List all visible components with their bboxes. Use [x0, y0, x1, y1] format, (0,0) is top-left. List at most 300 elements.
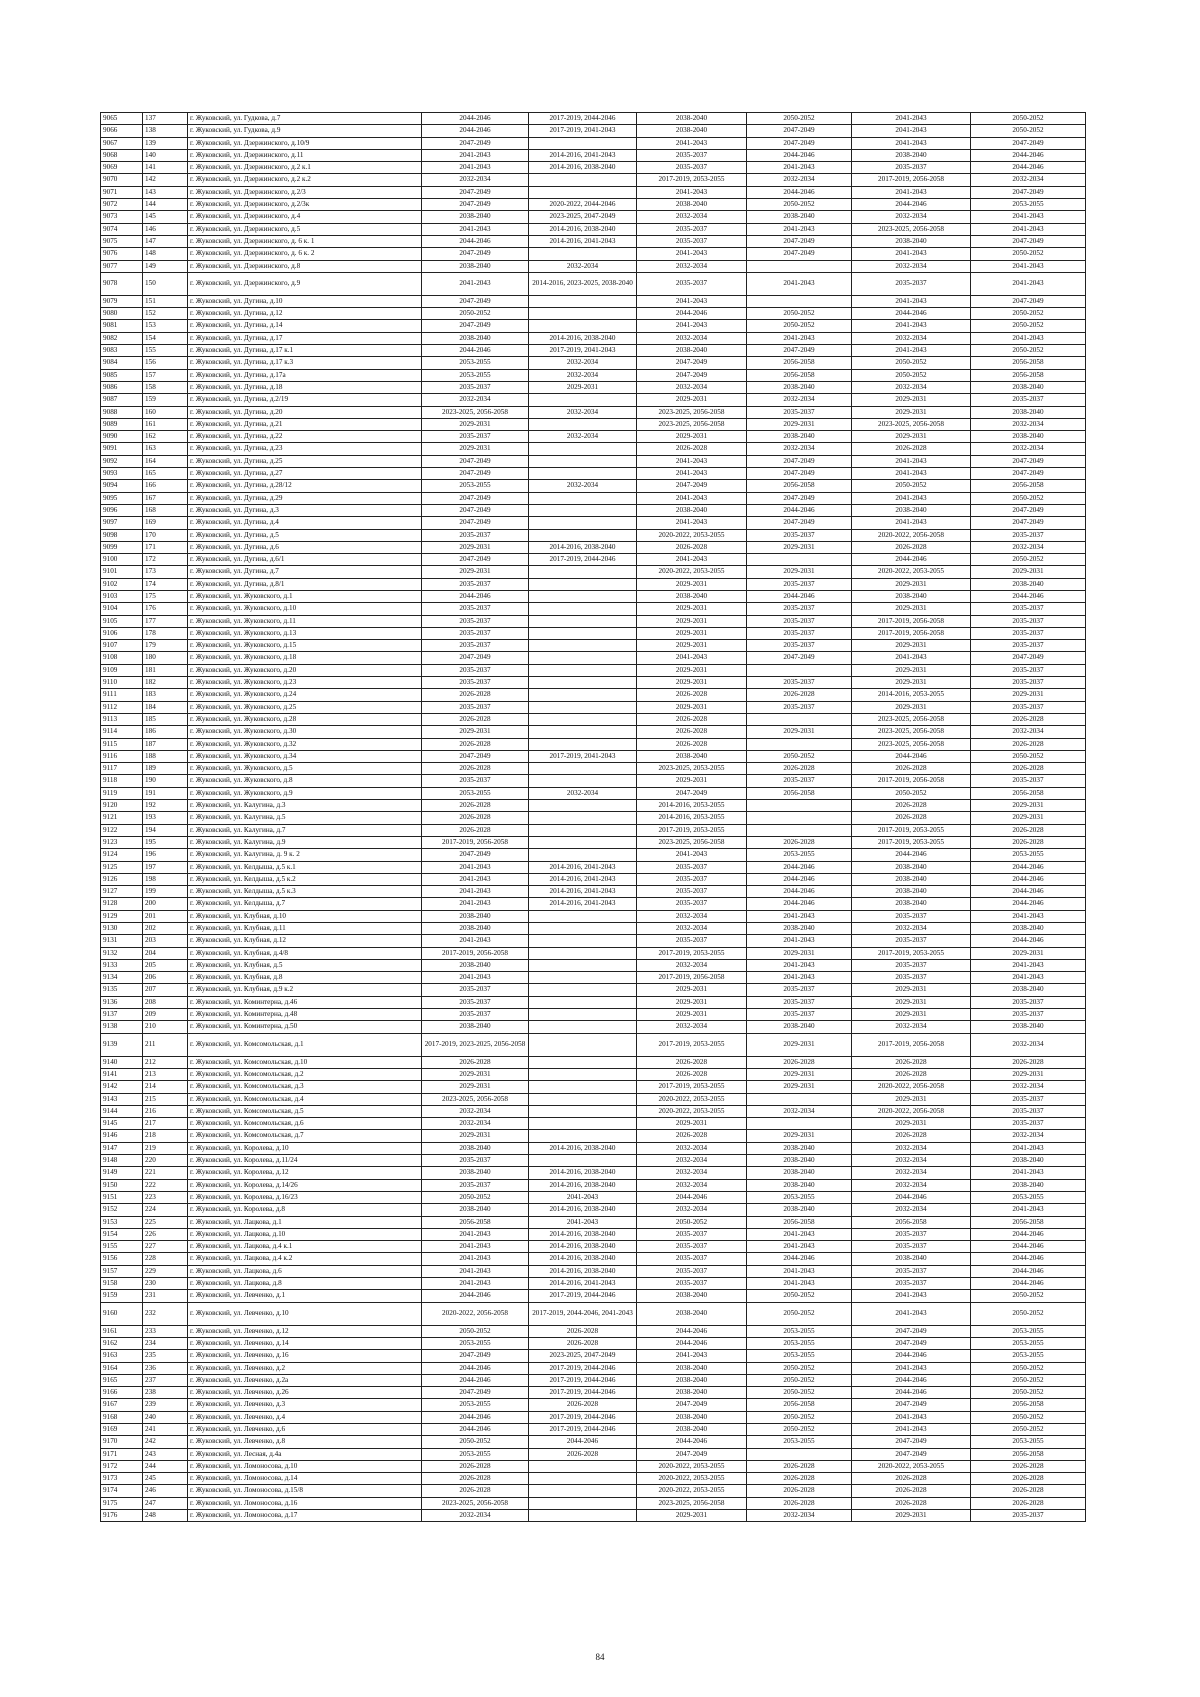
period-cell-3: 2035-2037 — [637, 162, 747, 174]
period-cell-5: 2029-2031 — [852, 701, 971, 713]
address-cell: г. Жуковский, ул. Жуковского, д.1 — [188, 590, 422, 602]
row-id-cell: 9144 — [101, 1105, 143, 1117]
period-cell-5: 2044-2046 — [852, 849, 971, 861]
period-cell-1: 2053-2055 — [422, 1337, 529, 1349]
period-cell-4: 2044-2046 — [747, 504, 852, 516]
row-id-cell: 9154 — [101, 1228, 143, 1240]
seq-number-cell: 145 — [143, 211, 188, 223]
address-cell: г. Жуковский, ул. Келдыша, д.7 — [188, 898, 422, 910]
seq-number-cell: 140 — [143, 149, 188, 161]
period-cell-5: 2017-2019, 2053-2055 — [852, 824, 971, 836]
period-cell-4: 2038-2040 — [747, 1142, 852, 1154]
period-cell-2 — [529, 800, 637, 812]
table-row — [101, 1056, 1086, 1068]
period-cell-5: 2041-2043 — [852, 295, 971, 307]
period-cell-2 — [529, 295, 637, 307]
period-cell-5: 2017-2019, 2056-2058 — [852, 174, 971, 186]
seq-number-cell: 210 — [143, 1021, 188, 1033]
seq-number-cell: 234 — [143, 1337, 188, 1349]
table-row — [101, 677, 1086, 689]
period-cell-5: 2026-2028 — [852, 1130, 971, 1142]
period-cell-4: 2035-2037 — [747, 996, 852, 1008]
period-cell-3: 2026-2028 — [637, 726, 747, 738]
seq-number-cell: 176 — [143, 603, 188, 615]
period-cell-5: 2017-2019, 2053-2055 — [852, 836, 971, 848]
period-cell-6: 2041-2043 — [971, 223, 1086, 235]
period-cell-5: 2047-2049 — [852, 1448, 971, 1460]
address-cell: г. Жуковский, ул. Жуковского, д.11 — [188, 615, 422, 627]
period-cell-4: 2032-2034 — [747, 174, 852, 186]
period-cell-6: 2029-2031 — [971, 1068, 1086, 1080]
table-row — [101, 923, 1086, 935]
seq-number-cell: 147 — [143, 235, 188, 247]
address-cell: г. Жуковский, ул. Гудкова, д.9 — [188, 125, 422, 137]
period-cell-2: 2014-2016, 2041-2043 — [529, 149, 637, 161]
period-cell-2: 2014-2016, 2038-2040 — [529, 1253, 637, 1265]
table-row — [101, 1337, 1086, 1349]
period-cell-6: 2053-2055 — [971, 1191, 1086, 1203]
period-cell-4: 2038-2040 — [747, 381, 852, 393]
period-cell-1: 2050-2052 — [422, 308, 529, 320]
period-cell-3: 2044-2046 — [637, 1325, 747, 1337]
row-id-cell: 9067 — [101, 137, 143, 149]
period-cell-1: 2041-2043 — [422, 223, 529, 235]
period-cell-4: 2047-2049 — [747, 517, 852, 529]
period-cell-6: 2026-2028 — [971, 713, 1086, 725]
period-cell-3: 2038-2040 — [637, 1290, 747, 1302]
row-id-cell: 9100 — [101, 554, 143, 566]
period-cell-2: 2017-2019, 2044-2046 — [529, 554, 637, 566]
address-cell: г. Жуковский, ул. Клубная, д.8 — [188, 972, 422, 984]
address-cell: г. Жуковский, ул. Келдыша, д.5 к.2 — [188, 873, 422, 885]
period-cell-2 — [529, 923, 637, 935]
seq-number-cell: 208 — [143, 996, 188, 1008]
row-id-cell: 9115 — [101, 738, 143, 750]
table-row — [101, 873, 1086, 885]
seq-number-cell: 188 — [143, 750, 188, 762]
table-row — [101, 345, 1086, 357]
period-cell-6: 2032-2034 — [971, 443, 1086, 455]
period-cell-4: 2050-2052 — [747, 1302, 852, 1325]
period-cell-1: 2053-2055 — [422, 1399, 529, 1411]
seq-number-cell: 241 — [143, 1423, 188, 1435]
period-cell-1: 2041-2043 — [422, 1253, 529, 1265]
period-cell-4: 2047-2049 — [747, 455, 852, 467]
period-cell-6: 2032-2034 — [971, 1130, 1086, 1142]
table-row — [101, 627, 1086, 639]
row-id-cell: 9074 — [101, 223, 143, 235]
table-row — [101, 1216, 1086, 1228]
row-id-cell: 9171 — [101, 1448, 143, 1460]
period-cell-2: 2014-2016, 2023-2025, 2038-2040 — [529, 272, 637, 295]
period-cell-4: 2026-2028 — [747, 1473, 852, 1485]
period-cell-5: 2047-2049 — [852, 1436, 971, 1448]
period-cell-4: 2038-2040 — [747, 431, 852, 443]
table-row — [101, 517, 1086, 529]
table-row — [101, 1155, 1086, 1167]
period-cell-4: 2026-2028 — [747, 836, 852, 848]
period-cell-1: 2047-2049 — [422, 554, 529, 566]
period-cell-2: 2026-2028 — [529, 1448, 637, 1460]
address-cell: г. Жуковский, ул. Комсомольская, д.10 — [188, 1056, 422, 1068]
period-cell-2: 2014-2016, 2041-2043 — [529, 886, 637, 898]
row-id-cell: 9148 — [101, 1155, 143, 1167]
period-cell-2 — [529, 836, 637, 848]
period-cell-1: 2026-2028 — [422, 1485, 529, 1497]
period-cell-2: 2032-2034 — [529, 406, 637, 418]
row-id-cell: 9090 — [101, 431, 143, 443]
period-cell-1: 2050-2052 — [422, 1436, 529, 1448]
period-cell-1: 2035-2037 — [422, 603, 529, 615]
row-id-cell: 9065 — [101, 113, 143, 125]
address-cell: г. Жуковский, ул. Жуковского, д.23 — [188, 677, 422, 689]
address-cell: г. Жуковский, ул. Ломоносова, д.15/8 — [188, 1485, 422, 1497]
period-cell-4: 2035-2037 — [747, 984, 852, 996]
period-cell-2 — [529, 910, 637, 922]
period-cell-3: 2029-2031 — [637, 677, 747, 689]
period-cell-6: 2032-2034 — [971, 726, 1086, 738]
address-cell: г. Жуковский, ул. Дугина, д.17а — [188, 369, 422, 381]
table-row — [101, 1204, 1086, 1216]
table-row — [101, 186, 1086, 198]
seq-number-cell: 216 — [143, 1105, 188, 1117]
row-id-cell: 9084 — [101, 357, 143, 369]
row-id-cell: 9104 — [101, 603, 143, 615]
period-cell-3: 2023-2025, 2056-2058 — [637, 406, 747, 418]
period-cell-5: 2044-2046 — [852, 308, 971, 320]
row-id-cell: 9167 — [101, 1399, 143, 1411]
row-id-cell: 9169 — [101, 1423, 143, 1435]
address-cell: г. Жуковский, ул. Жуковского, д.15 — [188, 640, 422, 652]
period-cell-6: 2032-2034 — [971, 541, 1086, 553]
period-cell-6: 2041-2043 — [971, 1167, 1086, 1179]
seq-number-cell: 226 — [143, 1228, 188, 1240]
period-cell-4: 2044-2046 — [747, 149, 852, 161]
period-cell-5: 2020-2022, 2053-2055 — [852, 1460, 971, 1472]
period-cell-6: 2041-2043 — [971, 272, 1086, 295]
period-cell-6: 2056-2058 — [971, 1399, 1086, 1411]
address-cell: г. Жуковский, ул. Жуковского, д.18 — [188, 652, 422, 664]
period-cell-2 — [529, 713, 637, 725]
period-cell-4: 2047-2049 — [747, 248, 852, 260]
table-row — [101, 738, 1086, 750]
period-cell-6: 2026-2028 — [971, 1473, 1086, 1485]
seq-number-cell: 235 — [143, 1350, 188, 1362]
period-cell-6: 2047-2049 — [971, 137, 1086, 149]
seq-number-cell: 238 — [143, 1387, 188, 1399]
address-cell: г. Жуковский, ул. Жуковского, д.10 — [188, 603, 422, 615]
period-cell-2: 2017-2019, 2044-2046 — [529, 1387, 637, 1399]
row-id-cell: 9121 — [101, 812, 143, 824]
period-cell-3: 2038-2040 — [637, 125, 747, 137]
address-cell: г. Жуковский, ул. Дугина, д.23 — [188, 443, 422, 455]
address-cell: г. Жуковский, ул. Жуковского, д.34 — [188, 750, 422, 762]
period-cell-6: 2035-2037 — [971, 603, 1086, 615]
table-row — [101, 996, 1086, 1008]
period-cell-4: 2026-2028 — [747, 763, 852, 775]
table-row — [101, 1497, 1086, 1509]
period-cell-3: 2035-2037 — [637, 149, 747, 161]
table-row — [101, 162, 1086, 174]
period-cell-2 — [529, 1485, 637, 1497]
period-cell-3: 2038-2040 — [637, 750, 747, 762]
row-id-cell: 9075 — [101, 235, 143, 247]
period-cell-1: 2044-2046 — [422, 125, 529, 137]
period-cell-3: 2017-2019, 2056-2058 — [637, 972, 747, 984]
period-cell-4: 2035-2037 — [747, 529, 852, 541]
period-cell-2 — [529, 468, 637, 480]
period-cell-2 — [529, 137, 637, 149]
period-cell-5: 2044-2046 — [852, 750, 971, 762]
period-cell-1: 2029-2031 — [422, 541, 529, 553]
period-cell-1: 2035-2037 — [422, 996, 529, 1008]
period-cell-6: 2038-2040 — [971, 406, 1086, 418]
row-id-cell: 9132 — [101, 947, 143, 959]
row-id-cell: 9105 — [101, 615, 143, 627]
period-cell-4: 2032-2034 — [747, 1105, 852, 1117]
row-id-cell: 9118 — [101, 775, 143, 787]
seq-number-cell: 206 — [143, 972, 188, 984]
period-cell-2 — [529, 1130, 637, 1142]
period-cell-6: 2041-2043 — [971, 972, 1086, 984]
row-id-cell: 9155 — [101, 1241, 143, 1253]
period-cell-6: 2026-2028 — [971, 763, 1086, 775]
period-cell-2: 2032-2034 — [529, 357, 637, 369]
period-cell-5: 2041-2043 — [852, 517, 971, 529]
seq-number-cell: 224 — [143, 1204, 188, 1216]
period-cell-2 — [529, 418, 637, 430]
period-cell-3: 2032-2034 — [637, 1142, 747, 1154]
period-cell-1: 2026-2028 — [422, 1460, 529, 1472]
period-cell-1: 2035-2037 — [422, 701, 529, 713]
address-cell: г. Жуковский, ул. Жуковского, д.9 — [188, 787, 422, 799]
seq-number-cell: 170 — [143, 529, 188, 541]
seq-number-cell: 229 — [143, 1265, 188, 1277]
address-cell: г. Жуковский, ул. Дугина, д.8/1 — [188, 578, 422, 590]
seq-number-cell: 189 — [143, 763, 188, 775]
period-cell-6: 2041-2043 — [971, 910, 1086, 922]
table-row — [101, 1399, 1086, 1411]
period-cell-1: 2041-2043 — [422, 272, 529, 295]
address-cell: г. Жуковский, ул. Клубная, д.9 к.2 — [188, 984, 422, 996]
period-cell-2 — [529, 455, 637, 467]
row-id-cell: 9165 — [101, 1374, 143, 1386]
period-cell-4: 2029-2031 — [747, 1130, 852, 1142]
period-cell-6: 2041-2043 — [971, 332, 1086, 344]
period-cell-5: 2029-2031 — [852, 578, 971, 590]
seq-number-cell: 245 — [143, 1473, 188, 1485]
period-cell-4 — [747, 554, 852, 566]
table-row — [101, 701, 1086, 713]
period-cell-3: 2023-2025, 2056-2058 — [637, 836, 747, 848]
period-cell-4: 2050-2052 — [747, 750, 852, 762]
period-cell-1: 2047-2049 — [422, 1387, 529, 1399]
period-cell-2: 2041-2043 — [529, 1216, 637, 1228]
period-cell-5: 2035-2037 — [852, 1265, 971, 1277]
period-cell-2 — [529, 775, 637, 787]
period-cell-6: 2041-2043 — [971, 260, 1086, 272]
row-id-cell: 9079 — [101, 295, 143, 307]
period-cell-5: 2044-2046 — [852, 1350, 971, 1362]
period-cell-2 — [529, 1473, 637, 1485]
seq-number-cell: 243 — [143, 1448, 188, 1460]
period-cell-5: 2044-2046 — [852, 1191, 971, 1203]
row-id-cell: 9101 — [101, 566, 143, 578]
period-cell-5: 2038-2040 — [852, 1253, 971, 1265]
period-cell-1: 2053-2055 — [422, 1448, 529, 1460]
period-cell-3: 2044-2046 — [637, 1337, 747, 1349]
period-cell-6: 2044-2046 — [971, 861, 1086, 873]
address-cell: г. Жуковский, ул. Дугина, д.6/1 — [188, 554, 422, 566]
address-cell: г. Жуковский, ул. Дугина, д.17 — [188, 332, 422, 344]
period-cell-6: 2050-2052 — [971, 1362, 1086, 1374]
period-cell-6: 2044-2046 — [971, 1278, 1086, 1290]
period-cell-3: 2038-2040 — [637, 1411, 747, 1423]
table-row — [101, 861, 1086, 873]
seq-number-cell: 160 — [143, 406, 188, 418]
period-cell-6: 2041-2043 — [971, 1142, 1086, 1154]
table-row — [101, 1411, 1086, 1423]
period-cell-6: 2047-2049 — [971, 186, 1086, 198]
table-row — [101, 248, 1086, 260]
period-cell-2 — [529, 1093, 637, 1105]
period-cell-1: 2038-2040 — [422, 1167, 529, 1179]
table-row — [101, 1423, 1086, 1435]
period-cell-4: 2038-2040 — [747, 1167, 852, 1179]
period-cell-3: 2032-2034 — [637, 1155, 747, 1167]
row-id-cell: 9097 — [101, 517, 143, 529]
table-row — [101, 1167, 1086, 1179]
period-cell-3: 2026-2028 — [637, 1068, 747, 1080]
period-cell-3: 2014-2016, 2053-2055 — [637, 812, 747, 824]
seq-number-cell: 162 — [143, 431, 188, 443]
period-cell-6: 2053-2055 — [971, 199, 1086, 211]
period-cell-3: 2029-2031 — [637, 984, 747, 996]
row-id-cell: 9111 — [101, 689, 143, 701]
table-row — [101, 199, 1086, 211]
period-cell-2: 2017-2019, 2044-2046 — [529, 1423, 637, 1435]
period-cell-3: 2035-2037 — [637, 898, 747, 910]
period-cell-5: 2020-2022, 2053-2055 — [852, 566, 971, 578]
row-id-cell: 9147 — [101, 1142, 143, 1154]
address-cell: г. Жуковский, ул. Калугина, д.7 — [188, 824, 422, 836]
period-cell-3: 2017-2019, 2053-2055 — [637, 174, 747, 186]
table-row — [101, 431, 1086, 443]
address-cell: г. Жуковский, ул. Клубная, д.4/8 — [188, 947, 422, 959]
address-cell: г. Жуковский, ул. Лацкова, д.1 — [188, 1216, 422, 1228]
period-cell-6: 2032-2034 — [971, 174, 1086, 186]
seq-number-cell: 163 — [143, 443, 188, 455]
address-cell: г. Жуковский, ул. Жуковского, д.25 — [188, 701, 422, 713]
period-cell-4: 2050-2052 — [747, 1423, 852, 1435]
period-cell-3: 2020-2022, 2053-2055 — [637, 1093, 747, 1105]
period-cell-6: 2050-2052 — [971, 1411, 1086, 1423]
address-cell: г. Жуковский, ул. Комсомольская, д.4 — [188, 1093, 422, 1105]
period-cell-2: 2020-2022, 2044-2046 — [529, 199, 637, 211]
seq-number-cell: 172 — [143, 554, 188, 566]
seq-number-cell: 211 — [143, 1033, 188, 1056]
address-cell: г. Жуковский, ул. Дугина, д.25 — [188, 455, 422, 467]
seq-number-cell: 142 — [143, 174, 188, 186]
table-row — [101, 272, 1086, 295]
period-cell-4: 2053-2055 — [747, 1191, 852, 1203]
table-row — [101, 357, 1086, 369]
table-row — [101, 468, 1086, 480]
table-row — [101, 455, 1086, 467]
address-cell: г. Жуковский, ул. Королева, д.14/26 — [188, 1179, 422, 1191]
period-cell-1: 2026-2028 — [422, 763, 529, 775]
seq-number-cell: 155 — [143, 345, 188, 357]
period-cell-4: 2047-2049 — [747, 137, 852, 149]
period-cell-4: 2053-2055 — [747, 849, 852, 861]
period-cell-6: 2050-2052 — [971, 308, 1086, 320]
period-cell-4: 2044-2046 — [747, 873, 852, 885]
period-cell-1: 2035-2037 — [422, 984, 529, 996]
address-cell: г. Жуковский, ул. Дзержинского, д.2 к.2 — [188, 174, 422, 186]
row-id-cell: 9106 — [101, 627, 143, 639]
period-cell-2: 2032-2034 — [529, 787, 637, 799]
seq-number-cell: 221 — [143, 1167, 188, 1179]
row-id-cell: 9139 — [101, 1033, 143, 1056]
row-id-cell: 9082 — [101, 332, 143, 344]
period-cell-3: 2041-2043 — [637, 492, 747, 504]
period-cell-1: 2044-2046 — [422, 1374, 529, 1386]
period-cell-6: 2035-2037 — [971, 1118, 1086, 1130]
row-id-cell: 9162 — [101, 1337, 143, 1349]
address-cell: г. Жуковский, ул. Левченко, д.2а — [188, 1374, 422, 1386]
address-cell: г. Жуковский, ул. Комсомольская, д.6 — [188, 1118, 422, 1130]
table-row — [101, 800, 1086, 812]
row-id-cell: 9137 — [101, 1009, 143, 1021]
period-cell-1: 2038-2040 — [422, 959, 529, 971]
row-id-cell: 9159 — [101, 1290, 143, 1302]
row-id-cell: 9069 — [101, 162, 143, 174]
table-row — [101, 713, 1086, 725]
period-cell-4: 2026-2028 — [747, 1485, 852, 1497]
period-cell-1: 2035-2037 — [422, 627, 529, 639]
period-cell-1: 2044-2046 — [422, 113, 529, 125]
period-cell-2: 2032-2034 — [529, 480, 637, 492]
seq-number-cell: 150 — [143, 272, 188, 295]
address-cell: г. Жуковский, ул. Жуковского, д.5 — [188, 763, 422, 775]
period-cell-2: 2026-2028 — [529, 1337, 637, 1349]
address-cell: г. Жуковский, ул. Дзержинского, д.2/3к — [188, 199, 422, 211]
period-cell-2 — [529, 763, 637, 775]
period-cell-4: 2056-2058 — [747, 1216, 852, 1228]
seq-number-cell: 185 — [143, 713, 188, 725]
seq-number-cell: 200 — [143, 898, 188, 910]
period-cell-6: 2047-2049 — [971, 468, 1086, 480]
period-cell-6: 2035-2037 — [971, 529, 1086, 541]
period-cell-3: 2026-2028 — [637, 713, 747, 725]
period-cell-5: 2017-2019, 2056-2058 — [852, 615, 971, 627]
period-cell-4: 2032-2034 — [747, 443, 852, 455]
seq-number-cell: 153 — [143, 320, 188, 332]
address-cell: г. Жуковский, ул. Калугина, д. 9 к. 2 — [188, 849, 422, 861]
period-cell-1: 2056-2058 — [422, 1216, 529, 1228]
period-cell-6: 2026-2028 — [971, 1056, 1086, 1068]
row-id-cell: 9108 — [101, 652, 143, 664]
period-cell-5: 2029-2031 — [852, 640, 971, 652]
table-row — [101, 1033, 1086, 1056]
table-row — [101, 615, 1086, 627]
address-cell: г. Жуковский, ул. Коминтерна, д.48 — [188, 1009, 422, 1021]
address-cell: г. Жуковский, ул. Ломоносова, д.14 — [188, 1473, 422, 1485]
period-cell-2 — [529, 504, 637, 516]
address-cell: г. Жуковский, ул. Клубная, д.12 — [188, 935, 422, 947]
table-row — [101, 1241, 1086, 1253]
row-id-cell: 9151 — [101, 1191, 143, 1203]
